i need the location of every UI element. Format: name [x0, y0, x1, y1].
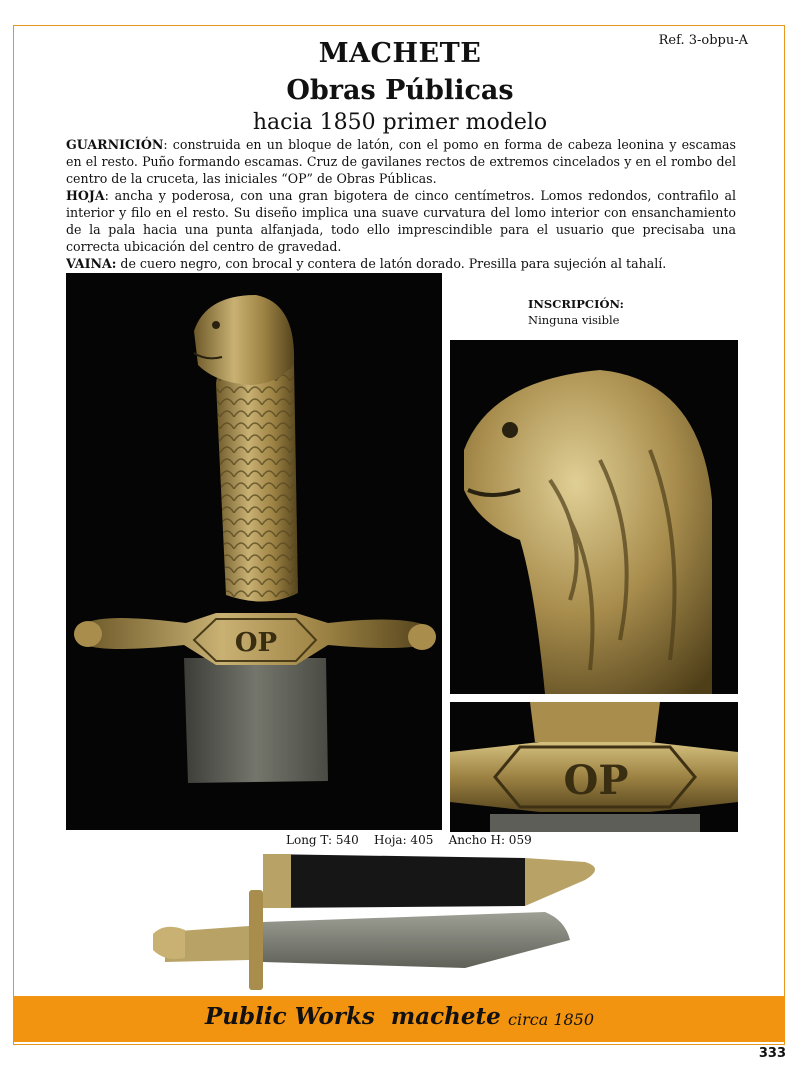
footer-title: Public Works machete [205, 1003, 501, 1030]
guarnicion-label: GUARNICIÓN [66, 137, 164, 152]
guard-initials-main: OP [234, 628, 278, 658]
reference-code: Ref. 3-obpu-A [658, 33, 748, 48]
lion-head-photo [450, 340, 738, 694]
guarnicion-text: : construida en un bloque de latón, con el pomo en forma de cabeza leonina y escamas en el resto. Puño formando escamas. Cruz de gavilanes rectos de extremos cincelados y en el rombo del centro de la cruceta, las iniciales “OP” de Obras Públicas. [66, 137, 736, 186]
lion-head-illustration [450, 340, 738, 694]
crossguard-photo [450, 702, 738, 832]
crossguard-illustration [450, 702, 738, 832]
inscription-label: INSCRIPCIÓN: [528, 297, 624, 311]
hoja-label: HOJA [66, 188, 105, 203]
vaina-text: de cuero negro, con brocal y contera de latón dorado. Presilla para sujeción al tahalí. [116, 256, 667, 271]
hilt-illustration [66, 273, 442, 830]
title-sub: Obras Públicas [286, 75, 514, 106]
guarnicion-paragraph [66, 136, 736, 187]
vaina-paragraph [66, 255, 736, 272]
title-main: MACHETE [318, 38, 482, 69]
inscription-value: Ninguna visible [528, 313, 620, 327]
measurements: Long T: 540 Hoja: 405 Ancho H: 059 [286, 833, 532, 847]
hoja-paragraph [66, 187, 736, 255]
title-date: hacia 1850 primer modelo [252, 110, 548, 135]
hilt-photo [66, 273, 442, 830]
full-machete-photo [145, 850, 605, 995]
vaina-label: VAINA: [66, 256, 117, 271]
page-number: 333 [758, 1046, 786, 1061]
machete-scabbard-illustration [145, 850, 605, 995]
description [66, 136, 736, 272]
guard-initials-detail: OP [563, 757, 629, 804]
hoja-text: : ancha y poderosa, con una gran bigotera de cinco centímetros. Lomos redondos, contrafilo al interior y filo en el resto. Su diseño implica una suave curvatura del lomo interior con ensanchamiento de la pala hacia una punta alfanjada, todo ello imprescindible para el usuario que precisaba una correcta ubicación del centro de gravedad. [66, 188, 736, 254]
footer-subtitle: circa 1850 [508, 1010, 595, 1029]
